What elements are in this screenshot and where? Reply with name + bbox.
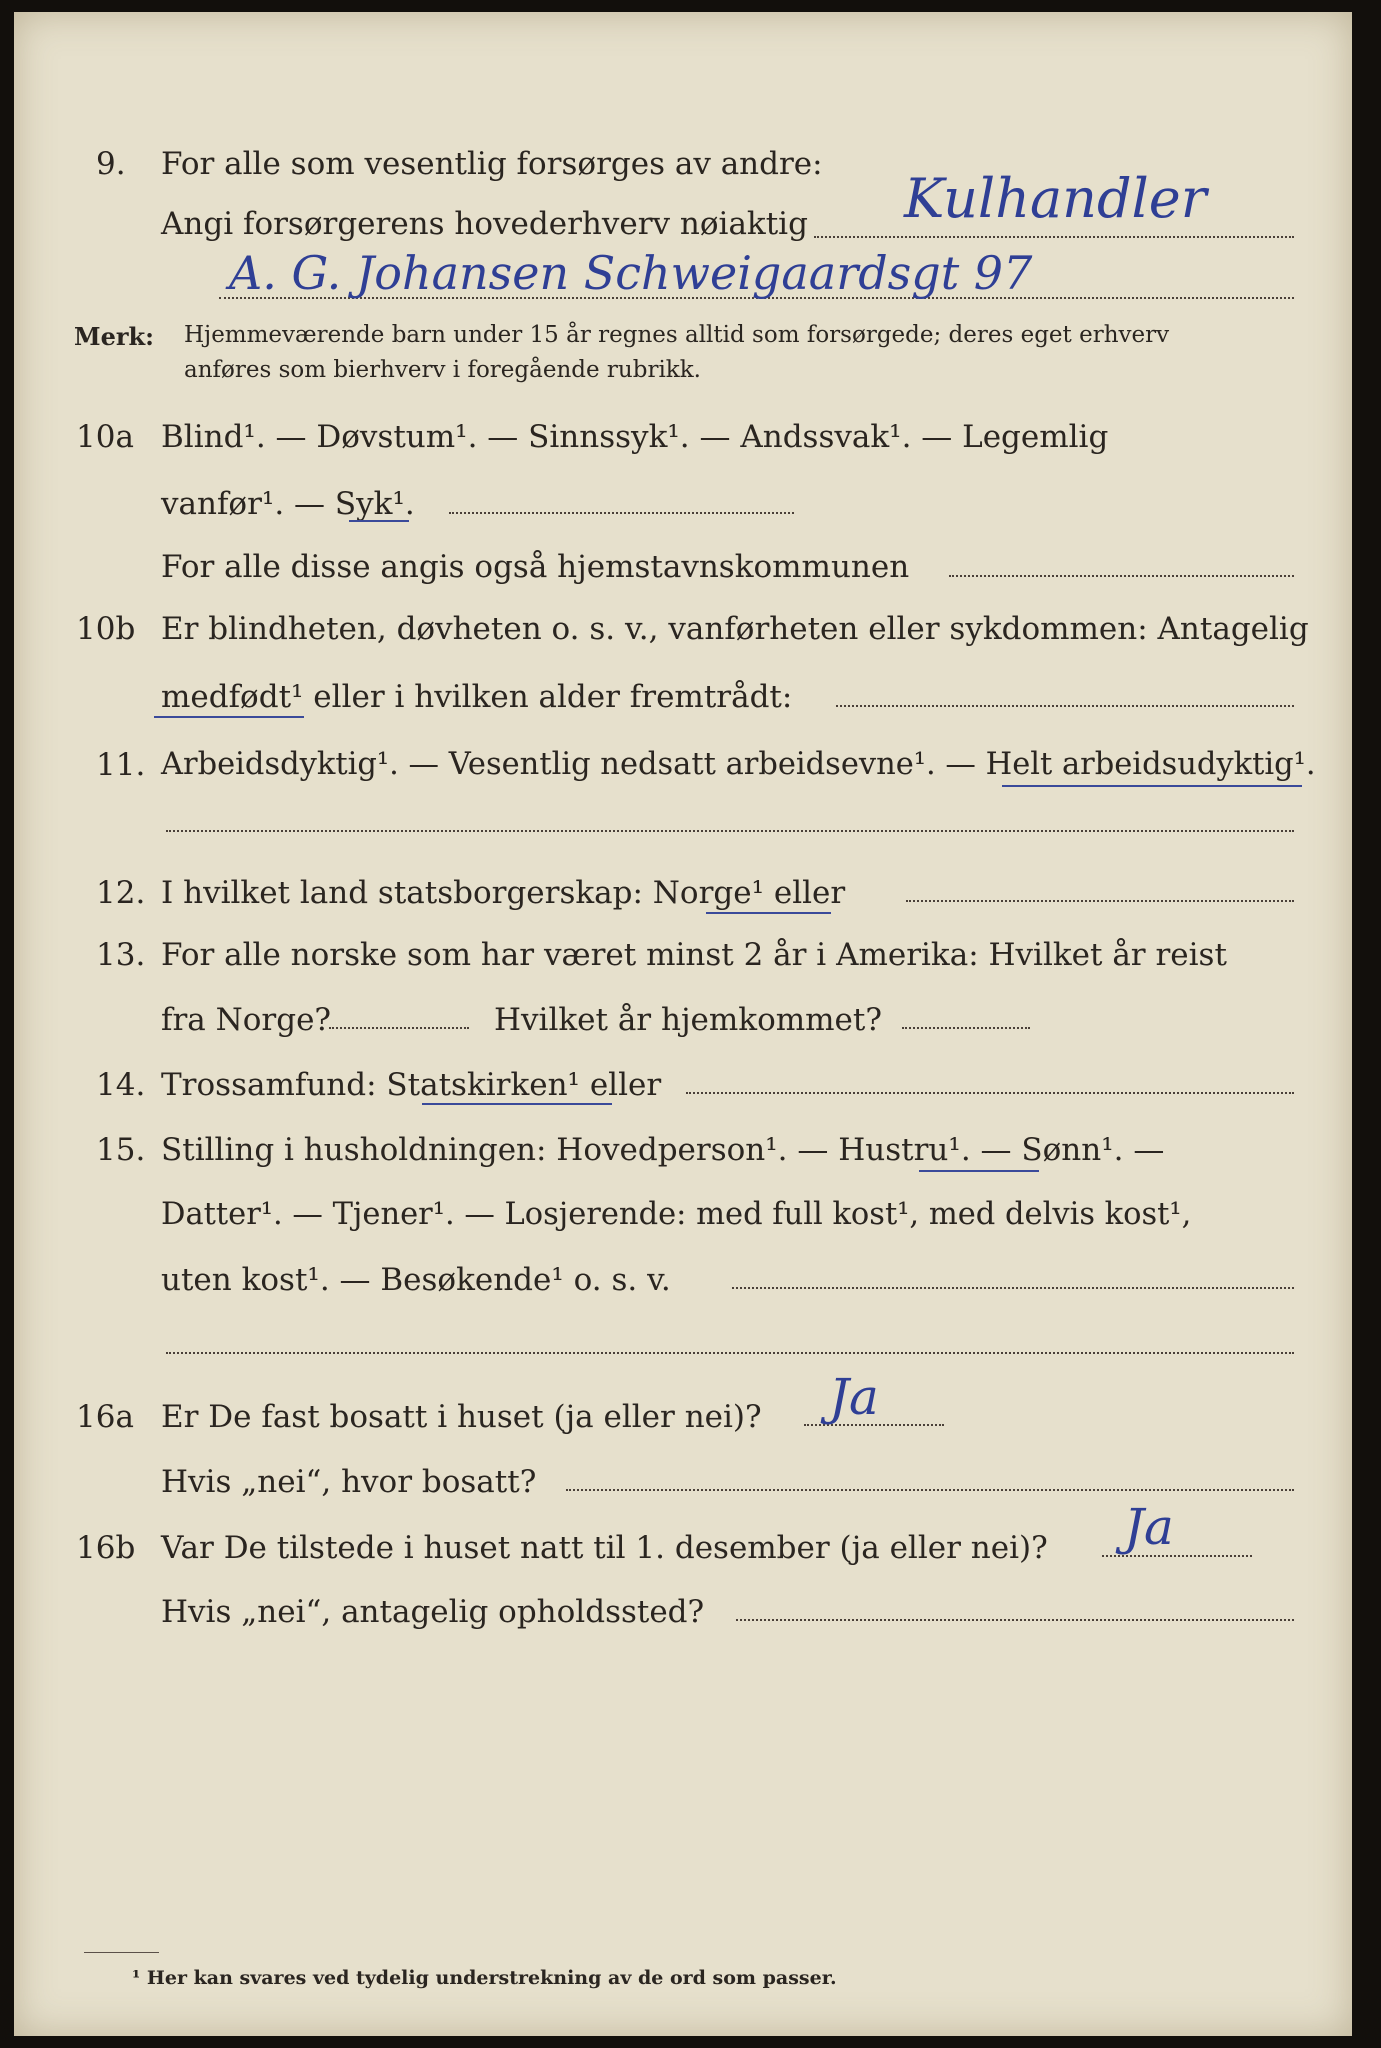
- q10b-line2: medfødt¹ eller i hvilken alder fremtrådt:: [161, 679, 793, 715]
- q14-line1: Trossamfund: Statskirken¹ eller: [161, 1067, 662, 1103]
- q9-occupation-answer: Kulhandler: [904, 167, 1207, 230]
- q10b-line1: Er blindheten, døvheten o. s. v., vanførheten eller sykdommen: Antagelig: [161, 611, 1309, 647]
- q9-line1: For alle som vesentlig forsørges av andre:: [161, 146, 823, 182]
- q10b-medfodt-underline: [154, 716, 304, 718]
- q9-line2: Angi forsørgerens hovederhverv nøiaktig: [161, 206, 808, 242]
- q9-provider-answer: A. G. Johansen Schweigaardsgt 97: [229, 246, 1033, 300]
- q14-statskirken-underline: [422, 1103, 612, 1105]
- q10a-line2-dots: [449, 512, 794, 514]
- q15-line1: Stilling i husholdningen: Hovedperson¹. — Hustru¹. — Sønn¹. —: [161, 1132, 1165, 1168]
- q13-reist-dots: [329, 1027, 469, 1029]
- q13-number: 13.: [96, 937, 146, 973]
- q10b-number: 10b: [76, 611, 136, 647]
- q9-occupation-line: [814, 236, 1294, 238]
- q13-hjemkommet-dots: [902, 1027, 1030, 1029]
- q16a-number: 16a: [76, 1399, 134, 1435]
- q15-line3: uten kost¹. — Besøkende¹ o. s. v.: [161, 1262, 671, 1298]
- merk-line2: anføres som bierhverv i foregående rubrikk.: [184, 357, 701, 383]
- q11-number: 11.: [96, 747, 146, 783]
- q10a-line1: Blind¹. — Døvstum¹. — Sinnssyk¹. — Andssvak¹. — Legemlig: [161, 419, 1109, 455]
- q15-number: 15.: [96, 1132, 146, 1168]
- q16b-line1: Var De tilstede i huset natt til 1. desember (ja eller nei)?: [161, 1530, 1048, 1566]
- q10a-number: 10a: [76, 419, 134, 455]
- q16a-line2-dots: [566, 1489, 1294, 1491]
- footnote-text: ¹ Her kan svares ved tydelig understrekning av de ord som passer.: [132, 1967, 837, 1989]
- q10a-line3: For alle disse angis også hjemstavnskommunen: [161, 549, 910, 585]
- q15-line3-dots: [732, 1287, 1294, 1289]
- q10b-line2-dots: [836, 705, 1294, 707]
- q10a-line3-dots: [949, 575, 1294, 577]
- q15-extra-line: [166, 1352, 1294, 1354]
- q12-norge-underline: [706, 912, 831, 914]
- q12-line1: I hvilket land statsborgerskap: Norge¹ eller: [161, 875, 846, 911]
- q9-number: 9.: [96, 146, 126, 182]
- q11-line1: Arbeidsdyktig¹. — Vesentlig nedsatt arbeidsevne¹. — Helt arbeidsudyktig¹.: [161, 747, 1316, 782]
- q16a-line1: Er De fast bosatt i huset (ja eller nei)?: [161, 1399, 762, 1435]
- q15-hustru-underline: [919, 1170, 1039, 1172]
- q12-number: 12.: [96, 875, 146, 911]
- merk-line1: Hjemmeværende barn under 15 år regnes alltid som forsørgede; deres eget erhverv: [184, 322, 1170, 348]
- q11-udyktig-underline: [1002, 785, 1302, 787]
- q13-line1: For alle norske som har været minst 2 år i Amerika: Hvilket år reist: [161, 937, 1227, 973]
- q10a-syk-underline: [349, 520, 409, 522]
- q16b-number: 16b: [76, 1530, 136, 1566]
- q16a-answer: Ja: [829, 1368, 879, 1426]
- q14-dots: [686, 1092, 1294, 1094]
- merk-label: Merk:: [74, 322, 154, 351]
- q15-line2: Datter¹. — Tjener¹. — Losjerende: med full kost¹, med delvis kost¹,: [161, 1197, 1192, 1232]
- census-form-page: [14, 12, 1352, 2036]
- q14-number: 14.: [96, 1067, 146, 1103]
- q16b-answer: Ja: [1124, 1498, 1174, 1556]
- footnote-rule: [84, 1952, 159, 1953]
- q13-line2b: Hvilket år hjemkommet?: [494, 1002, 882, 1038]
- q11-extra-line: [166, 830, 1294, 832]
- q16b-line2-dots: [736, 1619, 1294, 1621]
- q16b-line2: Hvis „nei“, antagelig opholdssted?: [161, 1594, 705, 1630]
- q13-line2a: fra Norge?: [161, 1002, 332, 1038]
- q12-dots: [906, 900, 1294, 902]
- q10a-line2: vanfør¹. — Syk¹.: [161, 486, 415, 522]
- q16a-line2: Hvis „nei“, hvor bosatt?: [161, 1464, 537, 1500]
